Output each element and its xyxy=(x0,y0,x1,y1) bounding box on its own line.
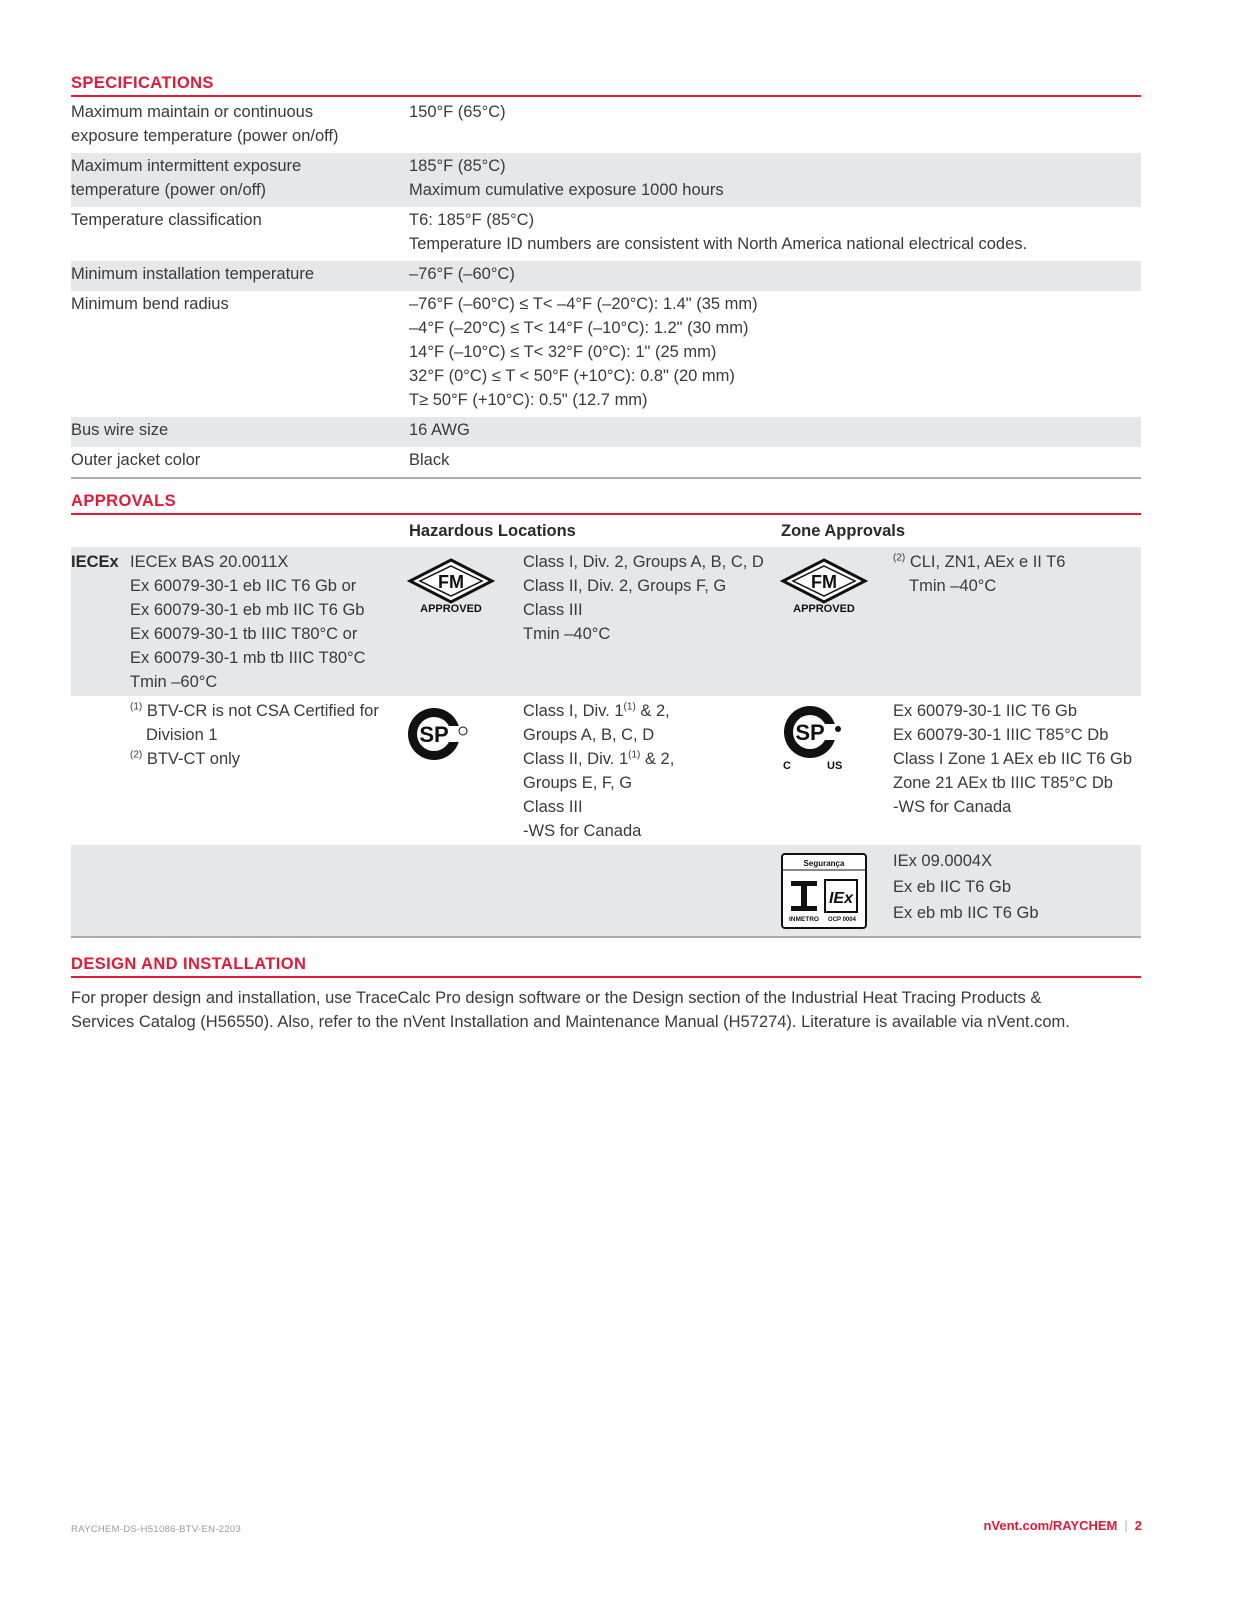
spec-row-jacket-color xyxy=(71,447,1141,477)
spec-label: exposure temperature (power on/off) xyxy=(71,127,339,145)
approvals-heading: APPROVALS xyxy=(71,491,1141,515)
fm-hazardous-details xyxy=(523,550,764,646)
footer-separator: | xyxy=(1124,1518,1128,1533)
spec-label: Maximum intermittent exposure xyxy=(71,157,302,175)
design-installation-text xyxy=(71,986,1141,1034)
hazardous-locations-header: Hazardous Locations xyxy=(409,522,576,540)
spec-row-min-installation xyxy=(71,261,1141,291)
inmetro-zone-details xyxy=(893,848,1039,926)
iecex-details xyxy=(130,550,366,694)
csa-hazardous-line: & 2, xyxy=(640,750,675,768)
spec-value: 185°F (85°C) xyxy=(409,157,506,175)
spec-label: Minimum bend radius xyxy=(71,295,229,313)
spec-value: T6: 185°F (85°C) xyxy=(409,211,535,229)
spec-row-max-maintain xyxy=(71,99,1141,153)
csa-hazardous-line: Groups E, F, G xyxy=(523,774,633,792)
fm-logo-text: FM xyxy=(811,572,837,592)
approval-row-csa xyxy=(71,696,1141,845)
spec-value: T≥ 50°F (+10°C): 0.5" (12.7 mm) xyxy=(409,391,648,409)
spec-row-min-bend-radius xyxy=(71,291,1141,417)
design-installation-heading: DESIGN AND INSTALLATION xyxy=(71,954,1141,978)
spec-value: Temperature ID numbers are consistent with North America national electrical codes. xyxy=(409,235,1028,253)
csa-zone-line: Ex 60079-30-1 IIC T6 Gb xyxy=(893,702,1078,720)
footer-site-page xyxy=(983,1514,1142,1538)
csa-zone-line: -WS for Canada xyxy=(893,798,1012,816)
footnote-mark: (2) xyxy=(893,552,906,564)
footnote-mark: (1) xyxy=(623,701,636,713)
spec-row-bus-wire xyxy=(71,417,1141,447)
csa-zone-line: Class I Zone 1 AEx eb IIC T6 Gb xyxy=(893,750,1133,768)
spec-value: –76°F (–60°C) ≤ T< –4°F (–20°C): 1.4" (35 mm) xyxy=(409,295,758,313)
inmetro-logo-mark: IEx xyxy=(828,890,854,907)
csa-logo-c: C xyxy=(783,760,791,772)
inmetro-zone-line: Ex eb mb IIC T6 Gb xyxy=(893,904,1039,922)
fm-hazardous-line: Class I, Div. 2, Groups A, B, C, D xyxy=(523,553,764,571)
design-text-line: For proper design and installation, use TraceCalc Pro design software or the Design section of the Industrial Heat Tracing Products & xyxy=(71,989,1042,1007)
note-text: BTV-CR is not CSA Certified for xyxy=(146,702,379,720)
approval-row-fm xyxy=(71,547,1141,696)
csa-us-logo xyxy=(777,702,851,772)
page-number: 2 xyxy=(1134,1518,1142,1533)
spec-row-temperature-classification xyxy=(71,207,1141,261)
fm-hazardous-line: Class III xyxy=(523,601,583,619)
fm-logo-text: FM xyxy=(438,572,464,592)
note-text: BTV-CT only xyxy=(146,750,241,768)
approvals-header-row xyxy=(71,519,1141,547)
inmetro-logo xyxy=(781,853,867,929)
csa-hazardous-line: Groups A, B, C, D xyxy=(523,726,655,744)
iecex-line: Tmin –60°C xyxy=(130,673,218,691)
fm-zone-line: Tmin –40°C xyxy=(909,577,997,595)
csa-hazardous-line: -WS for Canada xyxy=(523,822,642,840)
inmetro-zone-line: IEx 09.0004X xyxy=(893,852,993,870)
spec-value: 32°F (0°C) ≤ T < 50°F (+10°C): 0.8" (20 mm) xyxy=(409,367,735,385)
footer-doc-code: RAYCHEM-DS-H51086-BTV-EN-2203 xyxy=(71,1524,242,1535)
csa-logo-us: US xyxy=(827,760,843,772)
csa-logo-text: SP xyxy=(419,722,449,747)
spec-value: 150°F (65°C) xyxy=(409,103,506,121)
specifications-table xyxy=(71,99,1141,479)
spec-label: temperature (power on/off) xyxy=(71,181,267,199)
approvals-table xyxy=(71,519,1141,938)
inmetro-logo-right: OCP 0004 xyxy=(828,917,856,923)
inmetro-logo-top: Segurança xyxy=(803,859,845,868)
iecex-line: Ex 60079-30-1 tb IIIC T80°C or xyxy=(130,625,358,643)
approval-notes xyxy=(130,699,379,771)
iecex-label: IECEx xyxy=(71,553,119,571)
inmetro-logo-left: INMETRO xyxy=(789,916,819,923)
fm-approved-zone-logo xyxy=(780,557,868,615)
spec-row-max-intermittent xyxy=(71,153,1141,207)
csa-logo-text: SP xyxy=(795,720,825,745)
spec-label: Outer jacket color xyxy=(71,451,201,469)
fm-logo-subtext: APPROVED xyxy=(793,603,855,615)
fm-approved-logo xyxy=(407,557,495,615)
spec-value: Black xyxy=(409,451,450,469)
csa-hazardous-line: Class II, Div. 1 xyxy=(523,750,629,768)
spec-value: –76°F (–60°C) xyxy=(409,265,515,283)
csa-hazardous-line: & 2, xyxy=(635,702,670,720)
footnote-mark: (2) xyxy=(130,749,143,761)
zone-approvals-header: Zone Approvals xyxy=(781,522,906,540)
csa-hazardous-details xyxy=(523,699,674,843)
spec-label: Bus wire size xyxy=(71,421,169,439)
csa-zone-details xyxy=(893,699,1132,819)
design-text-line: Services Catalog (H56550). Also, refer to the nVent Installation and Maintenance Manual (H57274). Literature is available via nVent.com. xyxy=(71,1013,1070,1031)
csa-hazardous-line: Class III xyxy=(523,798,583,816)
iecex-line: Ex 60079-30-1 mb tb IIIC T80°C xyxy=(130,649,366,667)
iecex-line: IECEx BAS 20.0011X xyxy=(130,553,289,571)
spec-value: 14°F (–10°C) ≤ T< 32°F (0°C): 1" (25 mm) xyxy=(409,343,717,361)
fm-hazardous-line: Class II, Div. 2, Groups F, G xyxy=(523,577,727,595)
footer-site-link[interactable]: nVent.com/RAYCHEM xyxy=(983,1518,1118,1533)
spec-label: Temperature classification xyxy=(71,211,262,229)
csa-logo xyxy=(407,704,471,764)
csa-zone-line: Ex 60079-30-1 IIIC T85°C Db xyxy=(893,726,1109,744)
iecex-line: Ex 60079-30-1 eb mb IIC T6 Gb xyxy=(130,601,365,619)
specifications-heading: SPECIFICATIONS xyxy=(71,73,1141,97)
spec-value: 16 AWG xyxy=(409,421,470,439)
fm-hazardous-line: Tmin –40°C xyxy=(523,625,611,643)
csa-zone-line: Zone 21 AEx tb IIIC T85°C Db xyxy=(893,774,1113,792)
inmetro-zone-line: Ex eb IIC T6 Gb xyxy=(893,878,1011,896)
spec-label: Minimum installation temperature xyxy=(71,265,315,283)
csa-hazardous-line: Class I, Div. 1 xyxy=(523,702,624,720)
spec-label: Maximum maintain or continuous xyxy=(71,103,314,121)
iecex-line: Ex 60079-30-1 eb IIC T6 Gb or xyxy=(130,577,357,595)
spec-value: –4°F (–20°C) ≤ T< 14°F (–10°C): 1.2" (30 mm) xyxy=(409,319,749,337)
note-text: Division 1 xyxy=(146,726,218,744)
fm-zone-details xyxy=(893,550,1065,598)
approval-row-inmetro xyxy=(71,845,1141,936)
fm-zone-line: CLI, ZN1, AEx e II T6 xyxy=(909,553,1066,571)
footnote-mark: (1) xyxy=(130,701,143,713)
footnote-mark: (1) xyxy=(628,749,641,761)
spec-value: Maximum cumulative exposure 1000 hours xyxy=(409,181,724,199)
fm-logo-subtext: APPROVED xyxy=(420,603,482,615)
